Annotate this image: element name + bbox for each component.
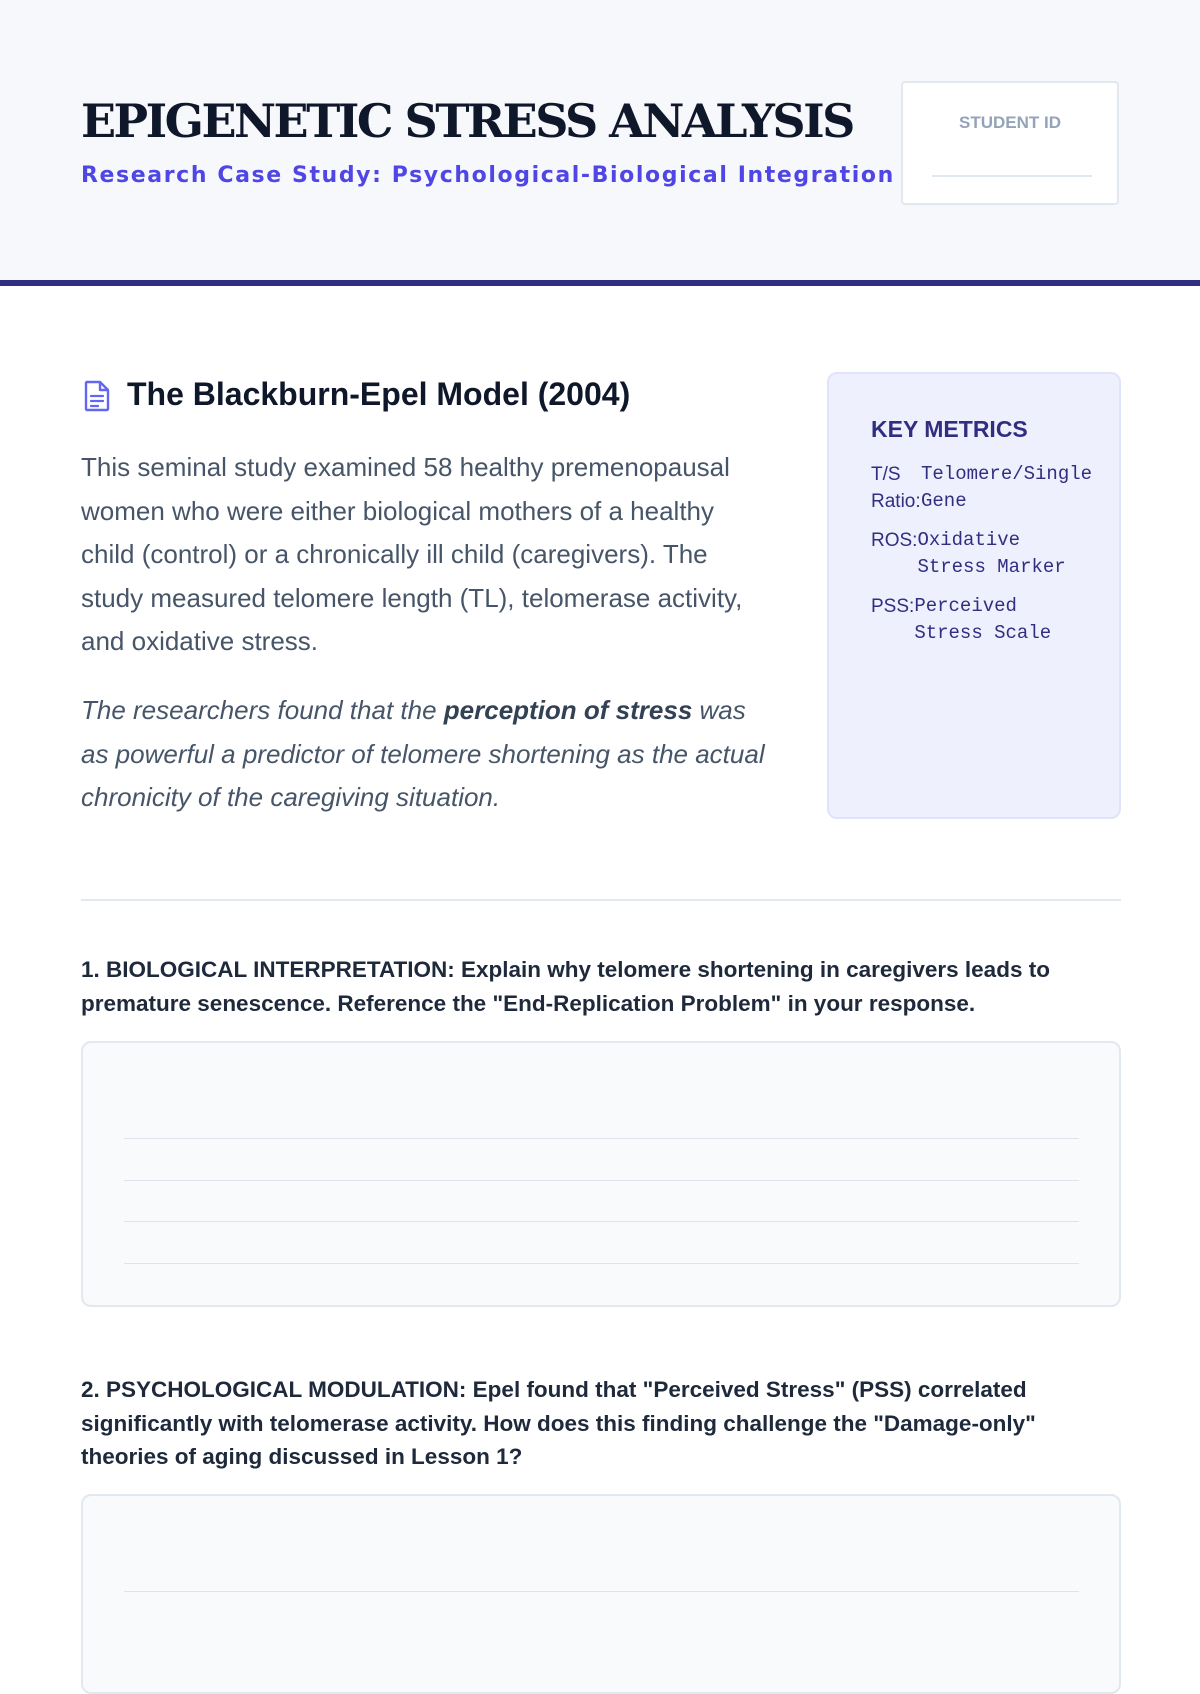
question-2: 2. PSYCHOLOGICAL MODULATION: Epel found that "Perceived Stress" (PSS) correlated significantly with telomerase activity. How does this finding challenge the "Damage-only" theories of aging discussed in Lesson 1? — [81, 1377, 1036, 1469]
answer-line — [124, 1138, 1079, 1139]
answer-line — [124, 1221, 1079, 1222]
metric-abbr: T/S Ratio: — [871, 464, 921, 512]
key-metrics-title: KEY METRICS — [871, 416, 1028, 442]
section-divider — [81, 899, 1121, 901]
metric-item-ros — [871, 527, 1111, 581]
metric-item-pss — [871, 593, 1111, 647]
finding-text-end: was as powerful a predictor of telomere shortening as the actual chronicity of the caregiving situation. — [81, 695, 765, 812]
metric-item-ts-ratio — [871, 461, 1111, 515]
page-title: EPIGENETIC STRESS ANALYSIS — [81, 94, 853, 148]
answer-box-2[interactable] — [81, 1494, 1121, 1694]
case-study-description: This seminal study examined 58 healthy premenopausal women who were either biological mothers of a healthy child (control) or a chronically ill child (caregivers). The study measured telomere length (TL), telomerase activity, and oxidative stress. — [81, 452, 743, 656]
metric-definition: Perceived Stress Scale — [914, 595, 1052, 644]
answer-line — [124, 1263, 1079, 1264]
answer-box-1[interactable] — [81, 1041, 1121, 1307]
finding-text-start: The researchers found that the — [81, 695, 444, 725]
metric-definition: Telomere/Single Gene — [921, 463, 1093, 512]
page-header — [0, 0, 1200, 286]
student-id-label: STUDENT ID — [959, 113, 1061, 132]
case-study-finding — [81, 689, 771, 820]
metric-abbr: ROS: — [871, 530, 918, 551]
student-id-box — [901, 81, 1119, 205]
answer-line — [124, 1180, 1079, 1181]
case-study-title: The Blackburn-Epel Model (2004) — [127, 376, 631, 412]
answer-line — [124, 1591, 1079, 1592]
student-id-field[interactable] — [932, 175, 1092, 177]
metric-definition: Oxidative Stress Marker — [917, 529, 1066, 578]
metric-abbr: PSS: — [871, 596, 915, 617]
document-icon — [83, 380, 111, 412]
finding-emphasis: perception of stress — [443, 695, 693, 725]
key-metrics-panel — [827, 372, 1121, 819]
question-1: 1. BIOLOGICAL INTERPRETATION: Explain why telomere shortening in caregivers leads to premature senescence. Reference the "End-Replication Problem" in your response. — [81, 957, 1050, 1016]
page-subtitle: Research Case Study: Psychological-Biological Integration — [81, 163, 895, 188]
